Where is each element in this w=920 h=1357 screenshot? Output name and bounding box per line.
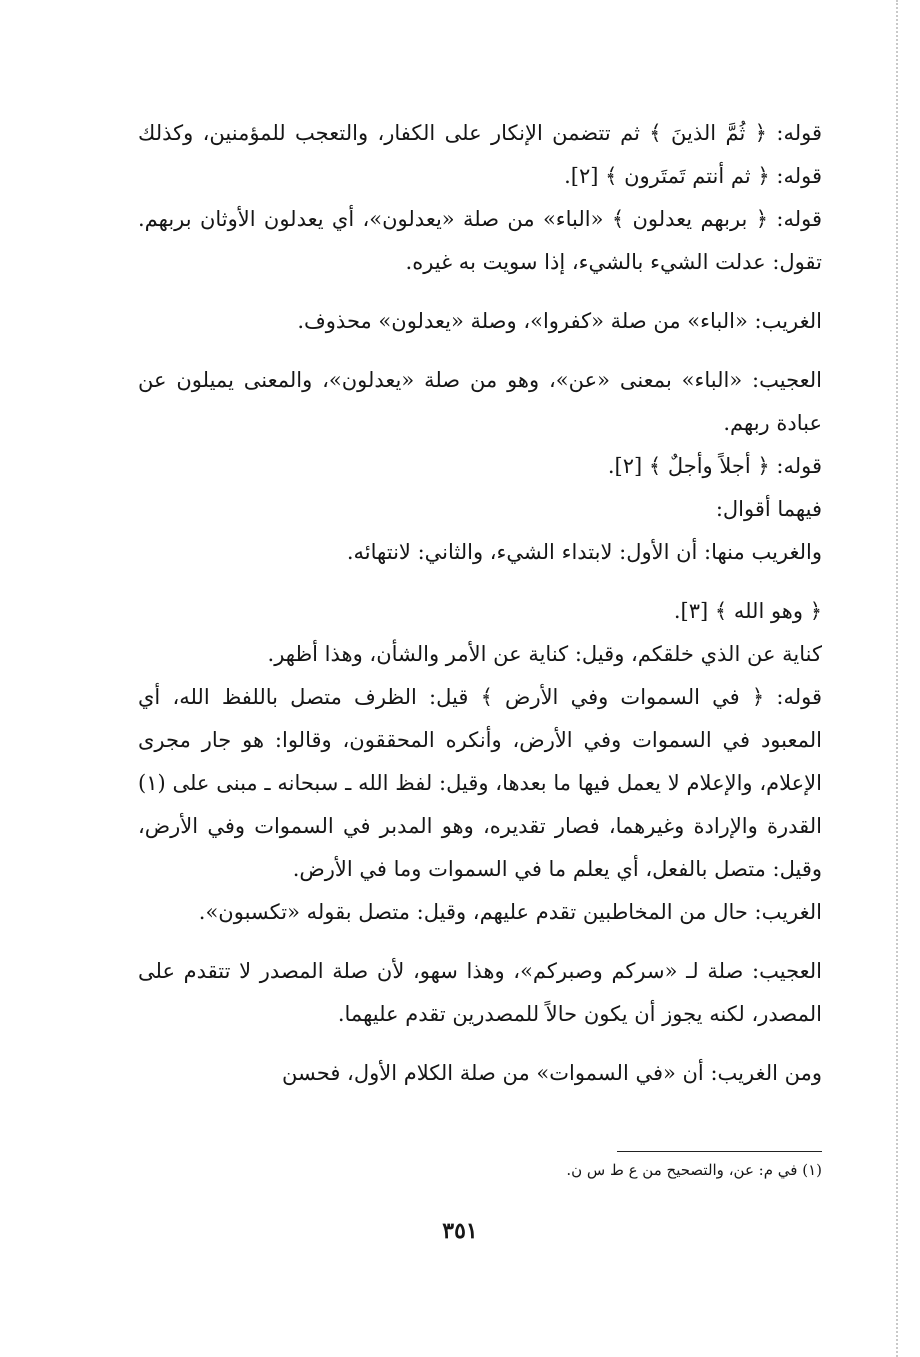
paragraph-wahuwa-allah: ﴿ وهو الله ﴾ [٣]. xyxy=(673,599,822,623)
paragraph-birabbihim: قوله: ﴿ بربهم يعدلون ﴾ «الباء» من صلة «يعدلون»، أي يعدلون الأوثان بربهم. تقول: عدلت الشيء بالشيء، إذا سويت به غيره. xyxy=(138,207,822,274)
paragraph-thumma: قوله: ﴿ ثُمَّ الذينَ ﴾ ثم تتضمن الإنكار على الكفار، والتعجب للمؤمنين، وكذلك قوله: ﴿ ثم أنتم تَمتَرون ﴾ [٢]. xyxy=(138,121,822,188)
footnote: (١) في م: عن، والتصحيح من ع ط س ن. xyxy=(566,1161,822,1179)
paragraph-ajib-ba: العجيب: «الباء» بمعنى «عن»، وهو من صلة «يعدلون»، والمعنى يميلون عن عبادة ربهم. xyxy=(138,368,822,435)
paragraph-fi-assamawat: قوله: ﴿ في السموات وفي الأرض ﴾ قيل: الظرف متصل باللفظ الله، أي المعبود في السموات وفي الأرض، وأنكره المحققون، وقالوا: هو جار مجرى الإعلام، والإعلام لا يعمل فيها ما بعدها، وقيل: لفظ الله ـ سبحانه ـ مبنى على (١) القدرة والإرادة وغيرهما، فصار تقديره، وهو المدبر في السموات وفي الأرض، وقيل: متصل بالفعل، أي يعلم ما في السموات وما في الأرض. xyxy=(138,685,822,881)
paragraph-min-al-gharib: ومن الغريب: أن «في السموات» من صلة الكلام الأول، فحسن xyxy=(282,1061,822,1085)
paragraph-ajalan: قوله: ﴿ أجلاً وأجلٌ ﴾ [٢]. xyxy=(607,454,822,478)
main-text xyxy=(138,112,822,1095)
scan-edge-line xyxy=(896,0,898,1357)
paragraph-gharib-ajal: والغريب منها: أن الأول: لابتداء الشيء، والثاني: لانتهائه. xyxy=(346,540,822,564)
page-number: ٣٥١ xyxy=(442,1218,478,1244)
footnote-divider xyxy=(617,1151,822,1152)
paragraph-aqwal: فيهما أقوال: xyxy=(715,497,822,521)
paragraph-gharib-ba: الغريب: «الباء» من صلة «كفروا»، وصلة «يعدلون» محذوف. xyxy=(297,309,822,333)
paragraph-kinaya: كناية عن الذي خلقكم، وقيل: كناية عن الأمر والشأن، وهذا أظهر. xyxy=(267,642,822,666)
paragraph-ajib-sila: العجيب: صلة لـ «سركم وصبركم»، وهذا سهو، لأن صلة المصدر لا تتقدم على المصدر، لكنه يجوز أن يكون حالاً للمصدرين تقدم عليهما. xyxy=(138,959,822,1026)
paragraph-gharib-hal: الغريب: حال من المخاطبين تقدم عليهم، وقيل: متصل بقوله «تكسبون». xyxy=(198,900,822,924)
